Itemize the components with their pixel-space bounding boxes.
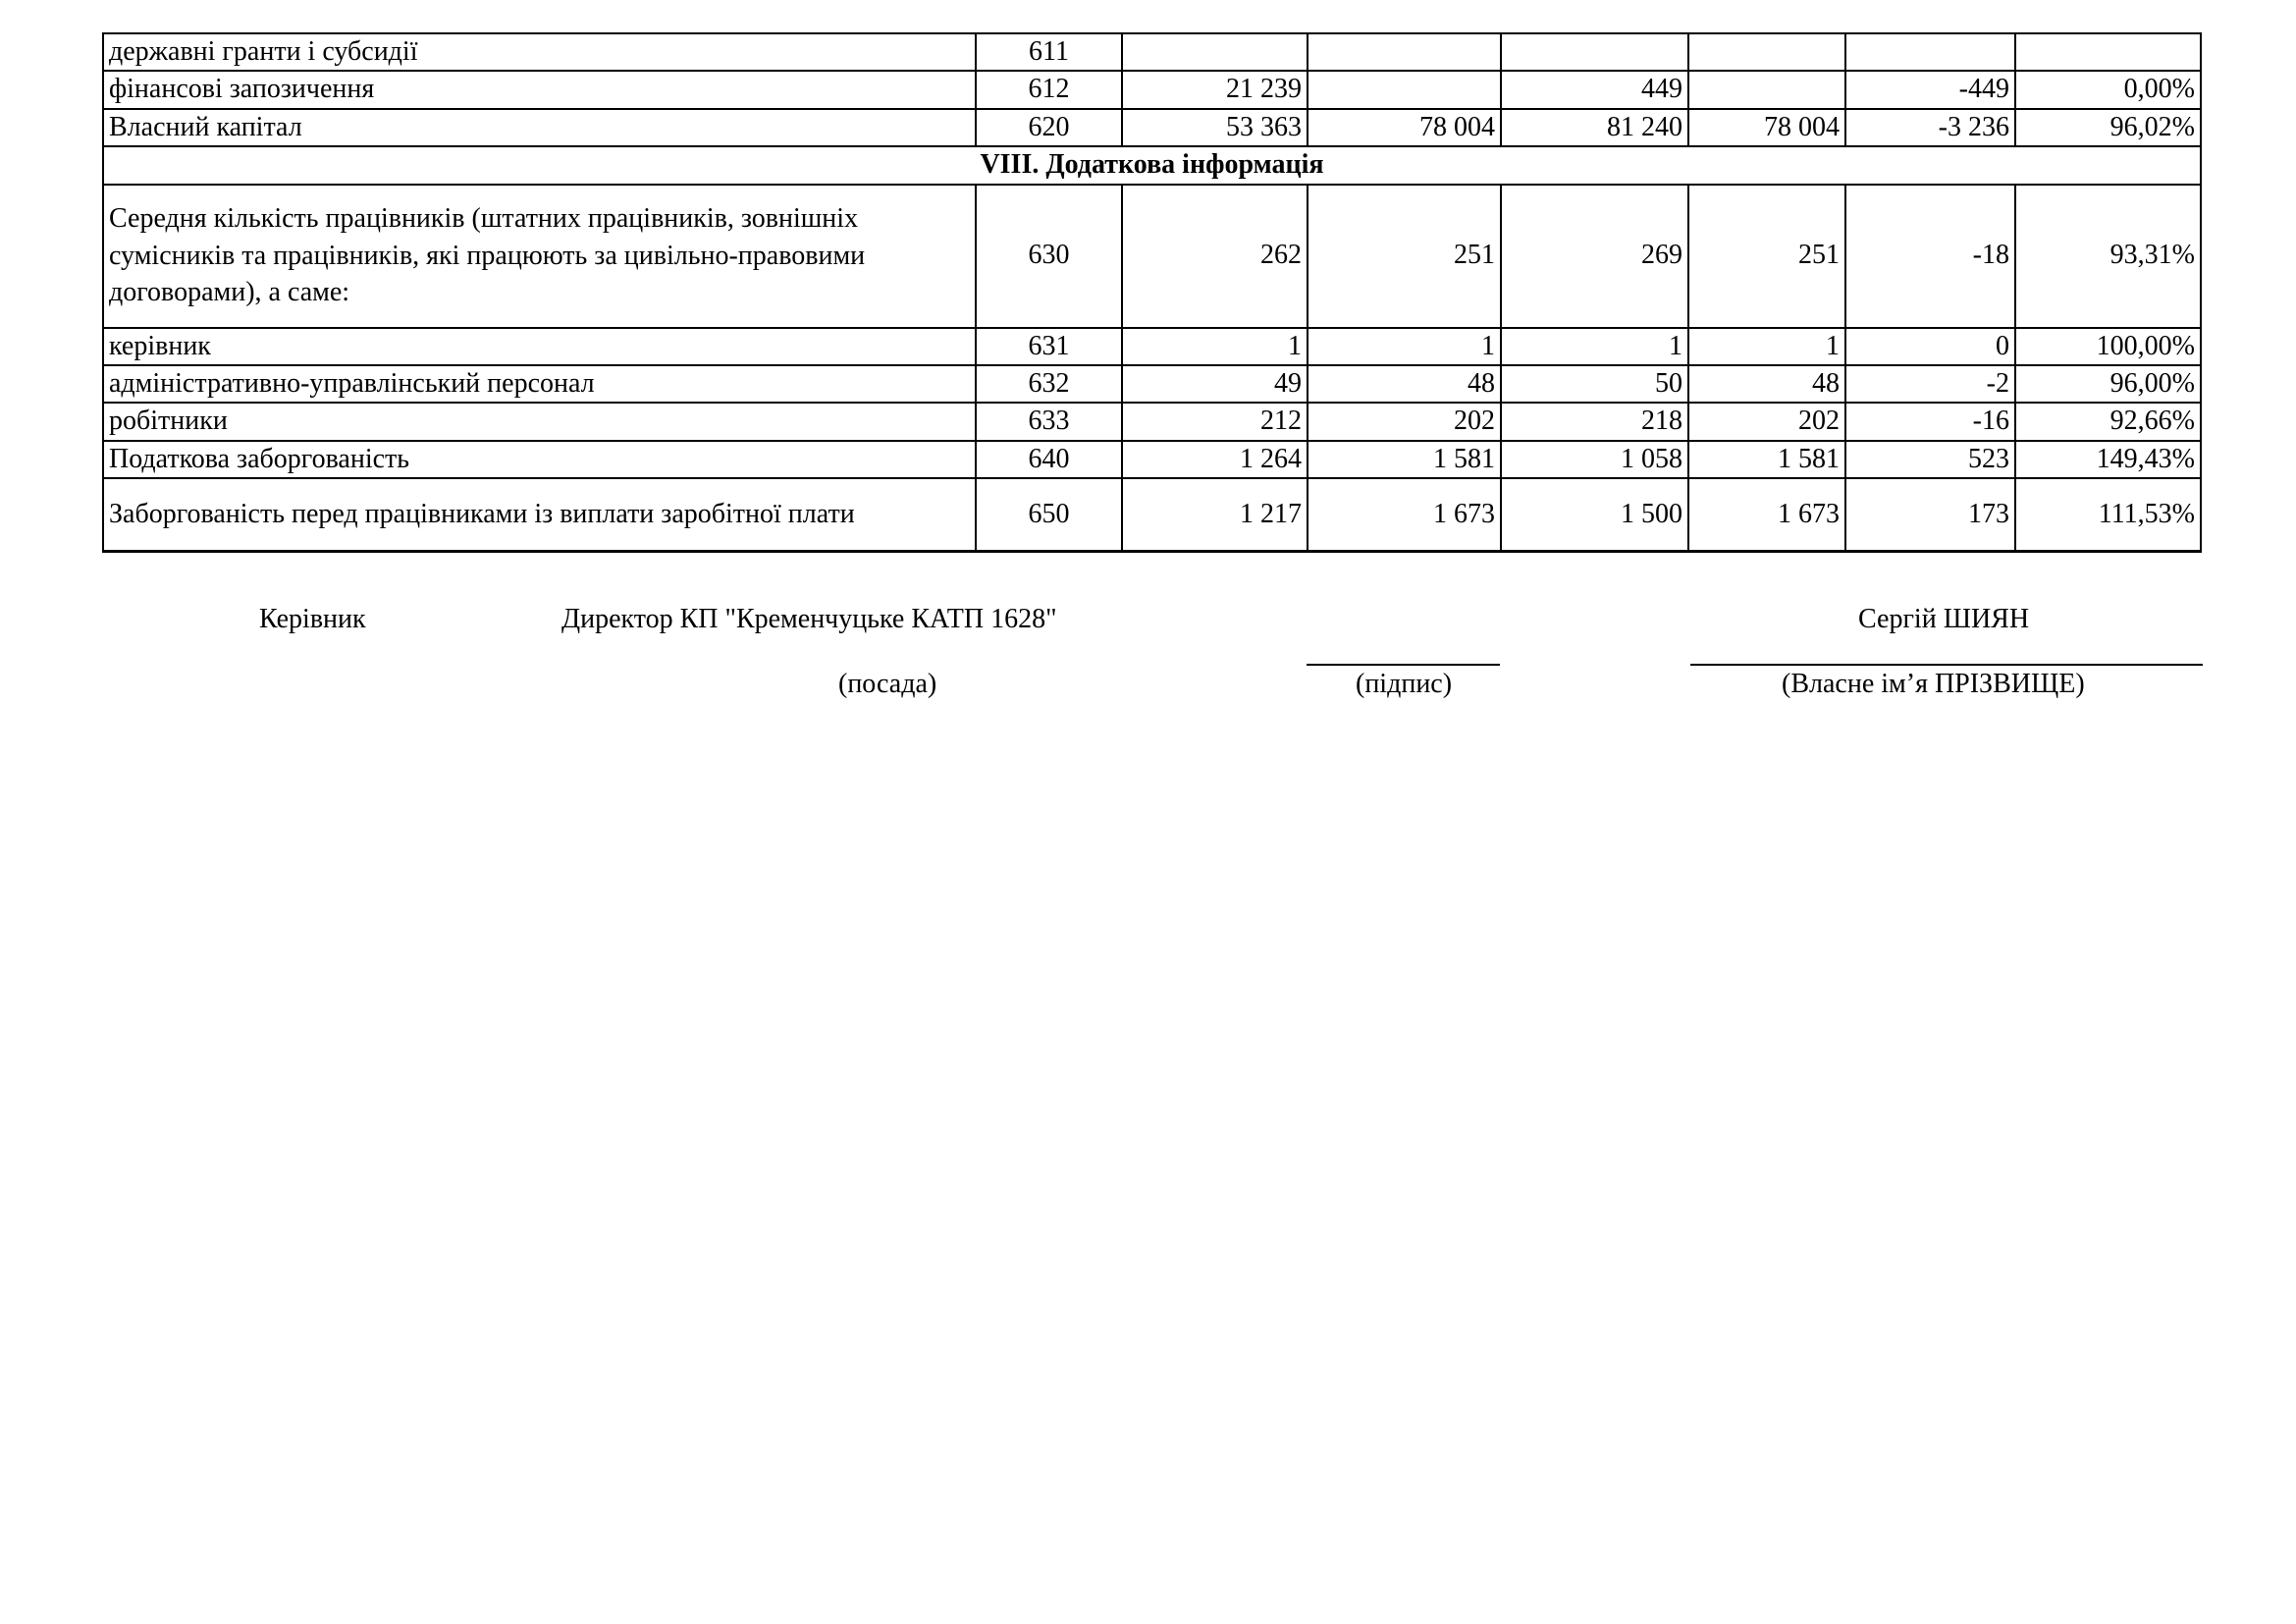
name-line (1690, 664, 2203, 666)
row-label: адміністративно-управлінський персонал (103, 365, 976, 403)
position-value: Директор КП "Кременчуцьке КАТП 1628" (561, 604, 1057, 634)
value-cell: -18 (1845, 185, 2015, 328)
value-cell: 96,00% (2015, 365, 2201, 403)
row-label: фінансові запозичення (103, 71, 976, 108)
value-cell: 251 (1308, 185, 1501, 328)
row-code: 620 (976, 109, 1122, 146)
table-row (103, 109, 2201, 146)
row-code: 631 (976, 328, 1122, 365)
value-cell: 251 (1688, 185, 1845, 328)
value-cell: 78 004 (1308, 109, 1501, 146)
value-cell: 81 240 (1501, 109, 1688, 146)
name-value: Сергій ШИЯН (1858, 604, 2030, 634)
table-row (103, 478, 2201, 551)
row-label: робітники (103, 403, 976, 440)
value-cell: 1 500 (1501, 478, 1688, 551)
value-cell: 1 (1688, 328, 1845, 365)
table-row (103, 185, 2201, 328)
value-cell: 93,31% (2015, 185, 2201, 328)
value-cell: 173 (1845, 478, 2015, 551)
table-row (103, 441, 2201, 478)
value-cell: 1 (1501, 328, 1688, 365)
row-label: Заборгованість перед працівниками із виплати заробітної плати (103, 478, 976, 551)
value-cell: 1 673 (1688, 478, 1845, 551)
value-cell (1688, 71, 1845, 108)
value-cell: -449 (1845, 71, 2015, 108)
value-cell: 21 239 (1122, 71, 1308, 108)
value-cell: 1 264 (1122, 441, 1308, 478)
value-cell: 1 581 (1688, 441, 1845, 478)
value-cell: 92,66% (2015, 403, 2201, 440)
value-cell: 48 (1688, 365, 1845, 403)
value-cell: 49 (1122, 365, 1308, 403)
value-cell (1308, 71, 1501, 108)
row-label: державні гранти і субсидії (103, 33, 976, 71)
value-cell: 269 (1501, 185, 1688, 328)
row-code: 650 (976, 478, 1122, 551)
signature-line (1307, 664, 1500, 666)
value-cell (1845, 33, 2015, 71)
value-cell: 100,00% (2015, 328, 2201, 365)
role-label: Керівник (259, 604, 366, 634)
value-cell: 202 (1308, 403, 1501, 440)
value-cell: 1 581 (1308, 441, 1501, 478)
value-cell: 1 (1308, 328, 1501, 365)
row-code: 630 (976, 185, 1122, 328)
value-cell: 262 (1122, 185, 1308, 328)
table-row (103, 328, 2201, 365)
value-cell: 202 (1688, 403, 1845, 440)
value-cell (1688, 33, 1845, 71)
row-code: 632 (976, 365, 1122, 403)
report-table (102, 32, 2202, 553)
value-cell: 1 673 (1308, 478, 1501, 551)
value-cell: 149,43% (2015, 441, 2201, 478)
value-cell: -3 236 (1845, 109, 2015, 146)
value-cell: 218 (1501, 403, 1688, 440)
value-cell: 0 (1845, 328, 2015, 365)
value-cell: 1 217 (1122, 478, 1308, 551)
row-code: 612 (976, 71, 1122, 108)
value-cell: -2 (1845, 365, 2015, 403)
row-code: 633 (976, 403, 1122, 440)
value-cell: 111,53% (2015, 478, 2201, 551)
row-label: Податкова заборгованість (103, 441, 976, 478)
row-code: 640 (976, 441, 1122, 478)
value-cell (1501, 33, 1688, 71)
value-cell: 1 (1122, 328, 1308, 365)
position-caption: (посада) (838, 669, 937, 699)
value-cell: 0,00% (2015, 71, 2201, 108)
value-cell: 48 (1308, 365, 1501, 403)
value-cell: 449 (1501, 71, 1688, 108)
table-row (103, 365, 2201, 403)
section-title: VIII. Додаткова інформація (103, 146, 2201, 184)
row-code: 611 (976, 33, 1122, 71)
value-cell: 523 (1845, 441, 2015, 478)
row-label: Власний капітал (103, 109, 976, 146)
signature-caption: (підпис) (1356, 669, 1453, 699)
table-row (103, 33, 2201, 71)
value-cell (1122, 33, 1308, 71)
value-cell: 78 004 (1688, 109, 1845, 146)
value-cell: 50 (1501, 365, 1688, 403)
value-cell (1308, 33, 1501, 71)
value-cell: 1 058 (1501, 441, 1688, 478)
section-header-row (103, 146, 2201, 184)
value-cell: -16 (1845, 403, 2015, 440)
table-row (103, 71, 2201, 108)
row-label: Середня кількість працівників (штатних працівників, зовнішніх сумісників та працівників, які працюють за цивільно-правовими договорами), а саме: (103, 185, 976, 328)
name-caption: (Власне ім’я ПРІЗВИЩЕ) (1782, 669, 2085, 699)
value-cell: 53 363 (1122, 109, 1308, 146)
value-cell: 96,02% (2015, 109, 2201, 146)
value-cell (2015, 33, 2201, 71)
table-row (103, 403, 2201, 440)
value-cell: 212 (1122, 403, 1308, 440)
row-label: керівник (103, 328, 976, 365)
